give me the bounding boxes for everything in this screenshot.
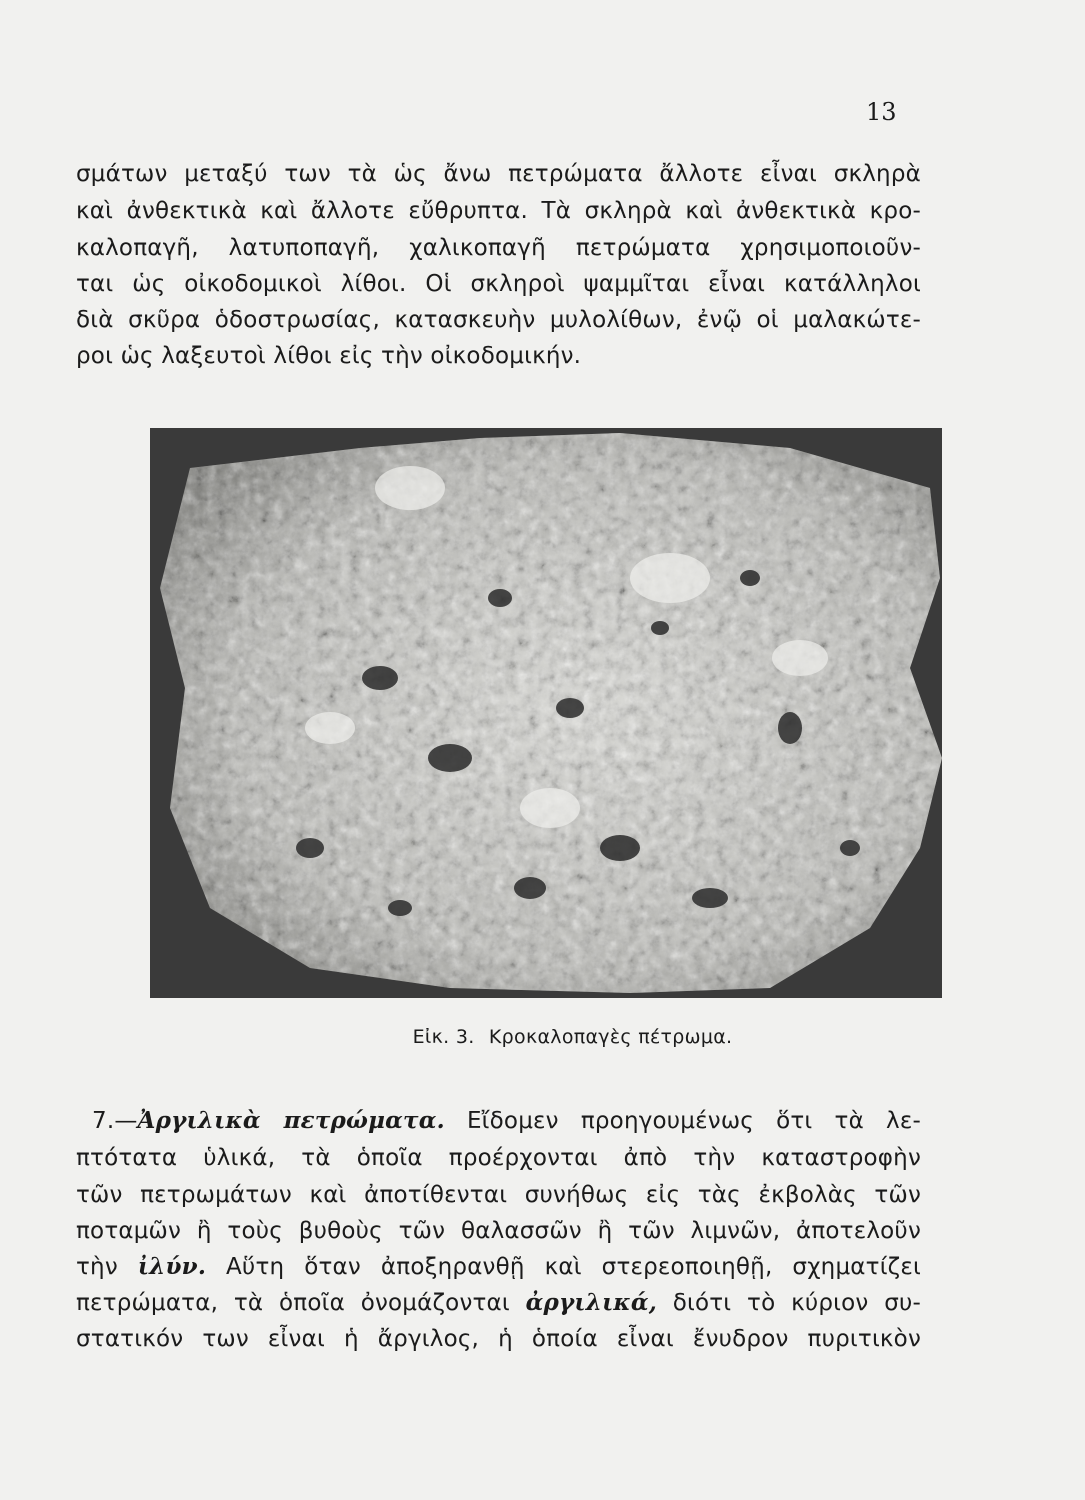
text-line [76,1250,921,1284]
text-line: σμάτων μεταξύ των τὰ ὡς ἄνω πετρώματα ἄλλοτε εἶναι σκληρὰ [76,161,921,187]
text-line: ποταμῶν ἢ τοὺς βυθοὺς τῶν θαλασσῶν ἢ τῶν λιμνῶν, ἀποτελοῦν [76,1218,921,1244]
figure-conglomerate-photo [150,428,942,998]
text-line: ροι ὡς λαξευτοὶ λίθοι εἰς τὴν οἰκοδομικήν. [76,343,582,369]
text-line: διὰ σκῦρα ὁδοστρωσίας, κατασκευὴν μυλολίθων, ἐνῷ οἱ μαλακώτε- [76,307,921,333]
figure-caption [0,1026,1085,1048]
text-span: Αὕτη ὅταν ἀποξηρανθῇ καὶ στερεοποιηθῇ, σχηματίζει [226,1254,922,1280]
text-line: πτότατα ὑλικά, τὰ ὁποῖα προέρχονται ἀπὸ τὴν καταστροφὴν [76,1145,921,1171]
text-line: στατικόν των εἶναι ἡ ἄργιλος, ἡ ὁποία εἶναι ἔνυδρον πυριτικὸν [76,1326,921,1352]
text-span: τὴν [76,1254,118,1280]
text-line: καλοπαγῆ, λατυποπαγῆ, χαλικοπαγῆ πετρώματα χρησιμοποιοῦν- [76,235,921,261]
emphasized-term-argilika: ἀργιλικά, [525,1289,657,1316]
emphasized-term-ilys: ἰλύν. [137,1253,207,1280]
text-span: πετρώματα, τὰ ὁποῖα ὀνομάζονται [76,1290,510,1316]
text-line: καὶ ἀνθεκτικὰ καὶ ἄλλοτε εὔθρυπτα. Τὰ σκληρὰ καὶ ἀνθεκτικὰ κρο- [76,198,921,224]
page-number: 13 [866,98,897,126]
caption-label: Εἰκ. 3. [412,1026,475,1048]
text-line: ται ὡς οἰκοδομικοὶ λίθοι. Οἱ σκληροὶ ψαμμῖται εἶναι κατάλληλοι [76,271,921,297]
section-heading: Ἀργιλικὰ πετρώματα. [137,1107,445,1134]
text-span: διότι τὸ κύριον συ- [672,1290,921,1316]
text-line [92,1104,921,1138]
text-line [76,1286,921,1320]
text-line: τῶν πετρωμάτων καὶ ἀποτίθενται συνήθως εἰς τὰς ἐκβολὰς τῶν [76,1182,921,1208]
caption-text: Κροκαλοπαγὲς πέτρωμα. [488,1026,733,1048]
rock-photo-illustration [150,428,942,998]
section-number: 7.— [92,1108,138,1134]
text-span: Εἴδομεν προηγουμένως ὅτι τὰ λε- [466,1108,921,1134]
